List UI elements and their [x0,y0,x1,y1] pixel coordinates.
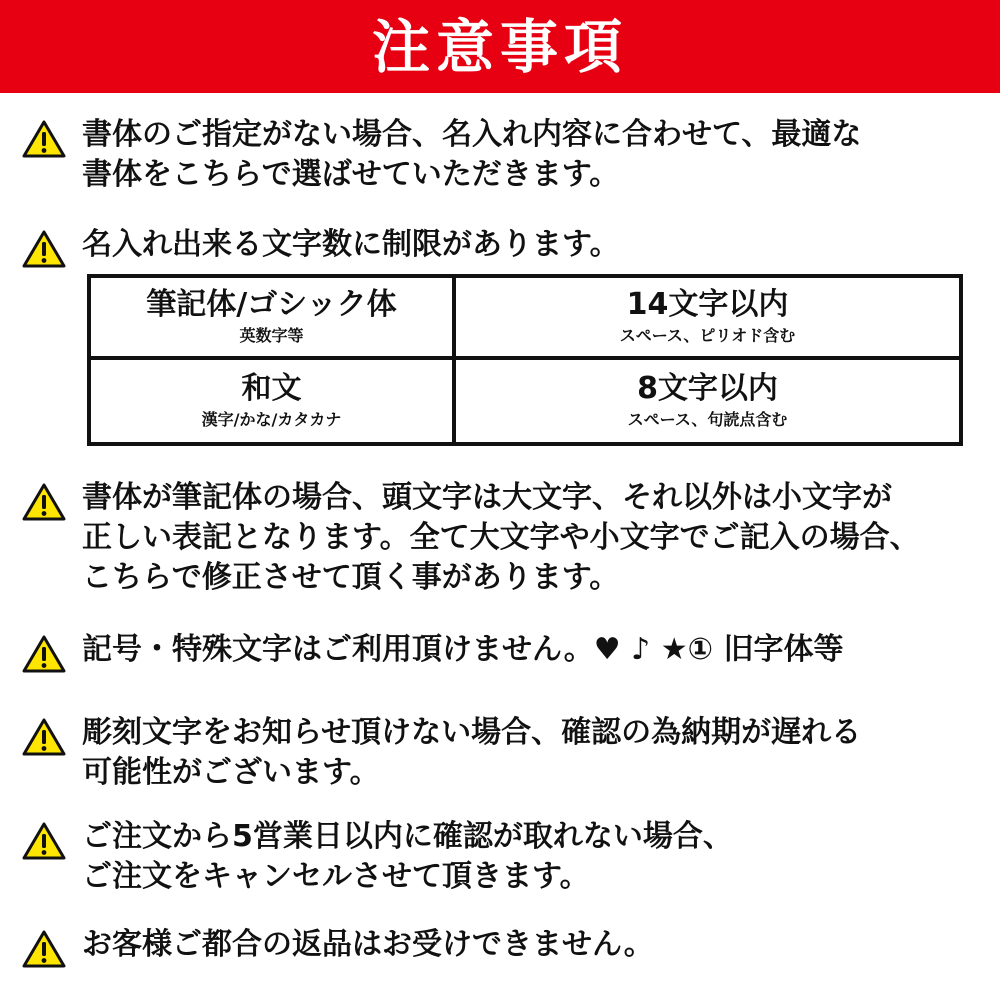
notice-engraving-delay [22,713,861,793]
notice-special-characters [22,630,843,674]
notice-text: 記号・特殊文字はご利用頂けません。♥ ♪ ★① 旧字体等 [82,632,844,667]
font-style-note: 漢字/かな/カタカナ [201,410,342,429]
page-title: 注意事項 [371,12,628,81]
notice-text: 彫刻文字をお知らせ頂けない場合、確認の為納期が遅れる 可能性がございます。 [82,715,862,790]
font-style-label: 和文 [241,371,302,406]
table-cell-style [91,278,456,360]
notice-font-selection [22,115,861,195]
warning-icon [22,821,66,861]
notice-text: 書体のご指定がない場合、名入れ内容に合わせて、最適な 書体をこちらで選ばせていただきます。 [82,117,862,192]
warning-icon [22,482,66,522]
table-cell-style [91,360,456,442]
warning-icon [22,929,66,969]
notice-cursive-capitalization [22,478,920,598]
warning-icon [22,717,66,757]
table-cell-limit [456,360,959,442]
warning-icon [22,634,66,674]
notice-text: ご注文から5営業日以内に確認が取れない場合、 ご注文をキャンセルさせて頂きます。 [82,819,733,894]
notice-no-returns [22,925,654,969]
character-limit-label: 8文字以内 [637,371,778,406]
character-limit-note: スペース、ピリオド含む [619,326,796,345]
character-limit-label: 14文字以内 [626,287,789,322]
font-style-note: 英数字等 [239,326,304,345]
notice-text: 書体が筆記体の場合、頭文字は大文字、それ以外は小文字が 正しい表記となります。全て大文字や小文字でご記入の場合、 こちらで修正させて頂く事があります。 [82,480,920,595]
notice-cancellation [22,817,733,897]
character-limit-note: スペース、句読点含む [627,410,788,429]
notice-text: 名入れ出来る文字数に制限があります。 [82,227,620,262]
warning-icon [22,119,66,159]
warning-icon [22,229,66,269]
header-banner [0,0,1000,93]
character-limit-table [87,274,963,446]
font-style-label: 筆記体/ゴシック体 [146,287,397,322]
notice-character-limit [22,225,620,269]
table-cell-limit [456,278,959,360]
notice-text: お客様ご都合の返品はお受けできません。 [82,927,654,962]
